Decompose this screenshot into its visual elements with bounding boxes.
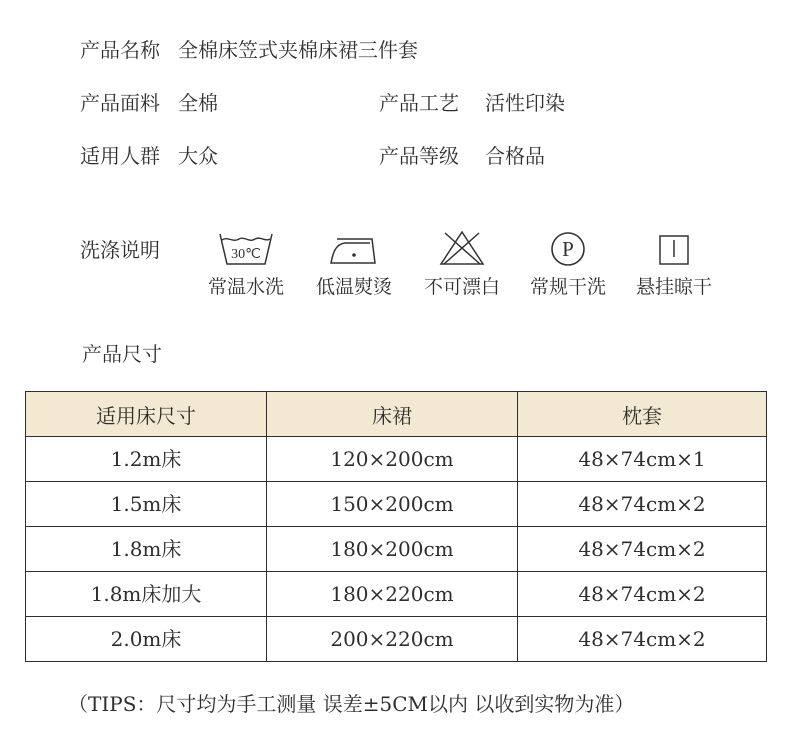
hang-dry-label: 悬挂晾干 <box>635 276 712 298</box>
bed-size-cell: 2.0m床 <box>26 617 267 662</box>
bed-skirt-size-cell: 120×200cm <box>267 437 518 482</box>
wash-30-item <box>198 228 294 308</box>
product-grade-value: 合格品 <box>485 144 545 168</box>
size-section-title: 产品尺寸 <box>82 342 162 366</box>
table-row <box>26 617 767 662</box>
product-grade-label: 产品等级 <box>379 144 459 168</box>
dry-clean-p-text: P <box>562 237 574 261</box>
product-process-label: 产品工艺 <box>379 91 459 115</box>
bed-size-header: 适用床尺寸 <box>26 392 267 437</box>
dry-clean-label: 常规干洗 <box>529 276 606 298</box>
dry-clean-p-icon <box>537 228 599 268</box>
bed-skirt-size-cell: 180×220cm <box>267 572 518 617</box>
size-table <box>25 391 767 662</box>
hang-dry-icon <box>643 228 705 268</box>
pillowcase-size-cell: 48×74cm×2 <box>518 527 767 572</box>
product-fabric-value: 全棉 <box>178 91 218 115</box>
wash-temperature-text: 30℃ <box>231 247 261 262</box>
product-audience-row <box>80 142 218 170</box>
bed-skirt-header: 床裙 <box>267 392 518 437</box>
product-process-value: 活性印染 <box>485 91 565 115</box>
iron-low-label: 低温熨烫 <box>315 276 392 298</box>
pillowcase-size-cell: 48×74cm×1 <box>518 437 767 482</box>
bed-size-cell: 1.5m床 <box>26 482 267 527</box>
bed-skirt-size-cell: 200×220cm <box>267 617 518 662</box>
no-bleach-label: 不可漂白 <box>423 276 500 298</box>
no-bleach-icon <box>431 228 493 268</box>
wash-30-icon <box>215 228 277 268</box>
product-audience-label: 适用人群 <box>80 144 160 168</box>
product-process-row <box>379 89 565 117</box>
dry-clean-item <box>520 228 616 308</box>
table-row <box>26 572 767 617</box>
product-grade-row <box>379 142 545 170</box>
hang-dry-item <box>626 228 722 308</box>
table-row <box>26 482 767 527</box>
bed-skirt-size-cell: 150×200cm <box>267 482 518 527</box>
table-row <box>26 437 767 482</box>
product-audience-value: 大众 <box>178 144 218 168</box>
pillowcase-header: 枕套 <box>518 392 767 437</box>
product-fabric-label: 产品面料 <box>80 91 160 115</box>
no-bleach-item <box>414 228 510 308</box>
bed-size-cell: 1.8m床加大 <box>26 572 267 617</box>
measurement-tips: （TIPS：尺寸均为手工测量 误差±5CM以内 以收到实物为准） <box>68 692 635 716</box>
product-name-value: 全棉床笠式夹棉床裙三件套 <box>178 38 418 62</box>
size-table-header-row <box>26 392 767 437</box>
product-fabric-row <box>80 89 218 117</box>
bed-size-cell: 1.8m床 <box>26 527 267 572</box>
bed-skirt-size-cell: 180×200cm <box>267 527 518 572</box>
washing-title: 洗涤说明 <box>80 238 160 262</box>
iron-low-item <box>306 228 402 308</box>
product-name-label: 产品名称 <box>80 38 160 62</box>
pillowcase-size-cell: 48×74cm×2 <box>518 482 767 527</box>
pillowcase-size-cell: 48×74cm×2 <box>518 617 767 662</box>
wash-normal-label: 常温水洗 <box>207 276 284 298</box>
bed-size-cell: 1.2m床 <box>26 437 267 482</box>
pillowcase-size-cell: 48×74cm×2 <box>518 572 767 617</box>
table-row <box>26 527 767 572</box>
iron-low-icon <box>323 228 385 268</box>
product-name-row <box>80 36 418 64</box>
